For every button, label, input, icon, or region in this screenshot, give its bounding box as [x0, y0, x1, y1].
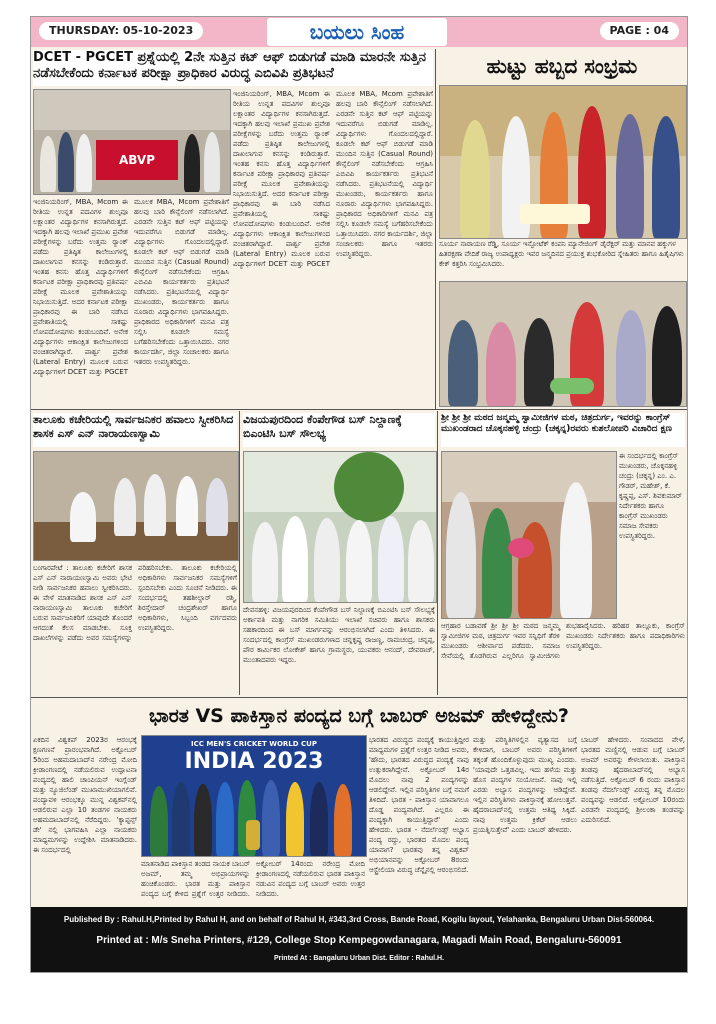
world-cup-captains-photo: [141, 735, 367, 857]
bus-headline: ವಿಜಯಪುರದಿಂದ ಕೆಂಪೇಗೌಡ ಬಸ್ ನಿಲ್ದಾಣಕ್ಕೆ ಬಿಎಂಟಿಸಿ ಬಸ್ ಸೌಲಭ್ಯ: [243, 413, 435, 447]
column-divider: [239, 411, 240, 695]
birthday-headline: ಹುಟ್ಟು ಹಬ್ಬದ ಸಂಭ್ರಮ: [486, 54, 638, 78]
swamiji-body: ಆಗ್ರಹಾರ ಬಡಾವಣೆ ಶ್ರೀ ಶ್ರೀ ಶ್ರೀ ಮಠದ ಜನ್ಮಮ್ಮ ಸ್ವಾಮೀಜಿಗಳ ಮಠ, ಚಿತ್ರದುರ್ಗ ಇವರ ಸನ್ನಿಧಿಗೆ ತೆರಳಿ ಮುಖಂಡರು ಆಶೀರ್ವಾದ ಪಡೆದರು. ಸಮಾಜ ಸೇವೆಯಲ್ಲಿ ತೊಡಗಿರುವ ಎಲ್ಲರಿಗೂ ಸ್ವಾಮೀಜಿಗಳು ಶುಭಹಾರೈಸಿದರು. ಹರಿಹರ ತಾಲ್ಲೂಕು, ಕಾಂಗ್ರೆಸ್ ಮುಖಂಡರು ನಿರ್ದೇಶಕರು ಹಾಗೂ ಪದಾಧಿಕಾರಿಗಳು ಉಪಸ್ಥಿತರಿದ್ದರು.: [441, 622, 685, 660]
abvp-banner: ABVP: [96, 140, 178, 180]
birthday-group-photo: [439, 85, 687, 239]
column-divider: [435, 49, 436, 409]
section-divider: [31, 409, 687, 410]
issue-date: THURSDAY: 05-10-2023: [39, 22, 203, 40]
newspaper-page: [30, 16, 688, 973]
swamiji-visit-photo: [441, 451, 617, 619]
birthday-cake-photo: [439, 281, 687, 407]
mla-office-photo: [33, 451, 239, 561]
imprint-footer: [31, 907, 687, 972]
cricket-col4: ಬಾಬರ್ ಹೇಳಿದರು. ಸಂವಾದದ ವೇಳೆ, ಭಾರತದ ಮಣ್ಣಿನಲ್ಲಿ ಆಡುವ ಬಗ್ಗೆ ಬಾಬರ್ ಅಜಮ್ ಅವರನ್ನು ಕೇಳಲಾಯಿತು. ಪಾಕಿಸ್ತಾನ ತಂಡವು ಹೈದರಾಬಾದ್‌ನಲ್ಲಿ ಅಭ್ಯಾಸ ನಡೆಸುತ್ತಿದೆ. ಅಕ್ಟೋಬರ್ 6 ರಂದು ಪಾಕಿಸ್ತಾನ ತಂಡವು ನೆದರ್ಲೆಂಡ್ಸ್ ವಿರುದ್ಧ ತನ್ನ ಮೊದಲ ಪಂದ್ಯವನ್ನು ಆಡಲಿದೆ. ಅಕ್ಟೋಬರ್ 10ರಂದು ಎರಡನೇ ಪಂದ್ಯದಲ್ಲಿ ಶ್ರೀಲಂಕಾ ತಂಡವನ್ನು ಎದುರಿಸಲಿದೆ.: [581, 736, 685, 824]
newspaper-title: ಬಯಲು ಸಿಂಹ: [267, 18, 447, 46]
bus-body: ದೇವನಹಳ್ಳಿ: ವಿಜಯಪುರದಿಂದ ಕೆಂಪೇಗೌಡ ಬಸ್ ನಿಲ್ದಾಣಕ್ಕೆ ಬಿಎಂಟಿಸಿ ಬಸ್ ಸೌಲಭ್ಯಕ್ಕೆ ಅರ್ಕಾವತಿ ಮತ್ತು ನಾಗರಿಕ ಸಮಿತಿಯು ಇಲಾಖೆ ಸಚಿವರು ಹಾಗೂ ಶಾಸಕರು ಸಹಕಾರದಿಂದ ಈ ಬಸ್ ಮಾರ್ಗವನ್ನು ಆರಂಭಿಸಲಾಗಿದೆ ಎಂದು ತಿಳಿಸಿದರು. ಈ ಸಂದರ್ಭದಲ್ಲಿ ಕಾಂಗ್ರೆಸ್ ಮುಖಂಡರುಗಳಾದ ಚನ್ನಕೃಷ್ಣ ರಾಜಣ್ಣ, ರಾಮಚಂದ್ರ, ಚನ್ನಪ್ಪ, ಪೌರ ಕಾರ್ಮಿಕರ ಲೋಕೇಶ್ ಹಾಗೂ ಗ್ರಾಮಸ್ಥರು, ಯುವಕರು ಆನಂದ್, ದೇವರಾಜ್, ಮುಂತಾದವರು ಇದ್ದರು.: [243, 606, 435, 664]
imprint-publisher: Published By : Rahul.H,Printed by Rahul H, and on behalf of Rahul H, #343,3rd Cross, Bande Road, Kogilu layout, Yelahanka, Bengaluru Urban Dist-560064.: [63, 915, 655, 924]
taluk-headline: ತಾಲೂಕು ಕಚೇರಿಯಲ್ಲಿ ಸಾರ್ವಜನಿಕರ ಹವಾಲು ಸ್ವೀಕರಿಸಿದ ಶಾಸಕ ಎಸ್ ಎನ್ ನಾರಾಯಣಸ್ವಾಮಿ: [33, 413, 237, 447]
birthday-caption: ಸೂರ್ಯ ನಾರಾಯಣ ರೆಡ್ಡಿ, ಸೂರ್ಯ ಇನ್ಫೋಟೆಕ್ ಕಂಪನಿ ಮ್ಯಾನೇಜಿಂಗ್ ಡೈರೆಕ್ಟರ್ ಮತ್ತು ಮಾನವ ಹಕ್ಕುಗಳ ಹಿತರಕ್ಷಣಾ ವೇದಿಕೆ ರಾಜ್ಯ ಉಪಾಧ್ಯಕ್ಷರು ಇವರ ಜನ್ಮದಿನದ ಪ್ರಯುಕ್ತ ಶುಭಕೋರಿದ ಸ್ನೇಹಿತರು ಹಾಗೂ ಹಿತೈಷಿಗಳು ಕೇಕ್ ಕತ್ತರಿಸಿ ಸಂಭ್ರಮಿಸಿದರು.: [439, 240, 684, 268]
dcet-body-part2: ಇಂಜಿನಿಯರಿಂಗ್, MBA, Mcom ಈ ರೀತಿಯ ಉನ್ನತ ಪದವಿಗಳ ಶುಲ್ಕವೂ ಲಕ್ಷಾಂತರ ವಿದ್ಯಾರ್ಥಿಗಳ ಕನಸಾಗಿರುತ್ತದೆ. ಇದಕ್ಕಾಗಿ ಹಲವು ಇಲಾಖೆ ಪ್ರಮುಖ ಪ್ರವೇಶ ಪರೀಕ್ಷೆಗಳನ್ನು ಬರೆದು ಉತ್ತಮ ರ‍್ಯಾಂಕ್ ಪಡೆದು ಪ್ರತಿಷ್ಠಿತ ಕಾಲೇಜುಗಳಲ್ಲಿ ದಾಖಲಾಗುವ ಕನಸನ್ನು ಕಂಡಿರುತ್ತಾರೆ. ಇಂತಹ ಕನಸು ಹೊತ್ತ ವಿದ್ಯಾರ್ಥಿಗಳಿಗೆ ಕರ್ನಾಟಕ ಪರೀಕ್ಷಾ ಪ್ರಾಧಿಕಾರವು ಪ್ರತಿವರ್ಷ ಪರೀಕ್ಷೆ ಮೂಲಕ ಪ್ರವೇಶಾತಿಯನ್ನು ನಿಭಾಯಿಸುತ್ತಿದೆ. ಅದರ ಕರ್ನಾಟಕ ಪರೀಕ್ಷಾ ಪ್ರಾಧಿಕಾರವು ಈ ಬಾರಿ ನಡೆಸಿದ ಪ್ರವೇಶಾತಿಯಲ್ಲಿ ಸಾಕಷ್ಟು ಲೋಪದೋಷಗಳು ಕಂಡುಬಂದಿವೆ. ಅನೇಕ ವಿದ್ಯಾರ್ಥಿಗಳು ಆಕಾಂಕ್ಷಿತ ಕಾಲೇಜುಗಳಿಂದ ವಂಚಿತರಾಗಿದ್ದಾರೆ. ಪಾರ್ಶ್ವ ಪ್ರವೇಶ (Lateral Entry) ಮೂಲಕ ಬರುವ ವಿದ್ಯಾರ್ಥಿಗಳಿಗೆ DCET ಮತ್ತು PGCET ಮೂಲಕ MBA, Mcom ಪ್ರವೇಶಾತಿಗೆ ಹಲವು ಬಾರಿ ಕೌನ್ಸೆಲಿಂಗ್ ನಡೆಸಲಾಗಿದೆ. ಎರಡನೇ ಸುತ್ತಿನ ಕಟ್ ಆಫ್ ಪಟ್ಟಿಯನ್ನು ಇದುವರೆಗೂ ಬಿಡುಗಡೆ ಮಾಡಿಲ್ಲ. ವಿದ್ಯಾರ್ಥಿಗಳು ಗೊಂದಲದಲ್ಲಿದ್ದಾರೆ. ಕೂಡಲೇ ಕಟ್ ಆಫ್ ಬಿಡುಗಡೆ ಮಾಡಿ ಮುಂದಿನ ಸುತ್ತಿನ (Casual Round) ಕೌನ್ಸೆಲಿಂಗ್ ನಡೆಸಬೇಕೆಂದು ಆಗ್ರಹಿಸಿ ಎಬಿವಿಪಿ ಕಾರ್ಯಕರ್ತರು ಪ್ರತಿಭಟನೆ ನಡೆಸಿದರು. ಪ್ರತಿಭಟನೆಯಲ್ಲಿ ವಿದ್ಯಾರ್ಥಿ ಮುಖಂಡರು, ಕಾರ್ಯಕರ್ತರು ಹಾಗೂ ನೂರಾರು ವಿದ್ಯಾರ್ಥಿಗಳು ಭಾಗವಹಿಸಿದ್ದರು. ಪ್ರಾಧಿಕಾರದ ಅಧಿಕಾರಿಗಳಿಗೆ ಮನವಿ ಪತ್ರ ಸಲ್ಲಿಸಿ ಕೂಡಲೇ ಸಮಸ್ಯೆ ಬಗೆಹರಿಸಬೇಕೆಂದು ಒತ್ತಾಯಿಸಿದರು. ನಗರ ಕಾರ್ಯದರ್ಶಿ, ಜಿಲ್ಲಾ ಸಂಚಾಲಕರು ಹಾಗೂ ಇತರರು ಉಪಸ್ಥಿತರಿದ್ದರು.: [233, 90, 433, 268]
imprint-editor: Printed At : Bangaluru Urban Dist. Editor : Rahul.H.: [273, 955, 445, 962]
imprint-printer: Printed at : M/s Sneha Printers, #129, College Stop Kempegowdanagara, Magadi Main Road, Bengaluru-560091: [96, 935, 622, 946]
section-divider: [31, 697, 687, 698]
world-cup-title: INDIA 2023: [184, 749, 324, 774]
taluk-body: ಬಂಗಾರಪೇಟೆ : ತಾಲೂಕು ಕಚೇರಿಗೆ ಶಾಸಕ ಎಸ್ ಎನ್ ನಾರಾಯಣಸ್ವಾಮಿ ಅವರು ಭೇಟಿ ನೀಡಿ ಸಾರ್ವಜನಿಕರ ಹವಾಲು ಸ್ವೀಕರಿಸಿದರು. ಈ ವೇಳೆ ಮಾತನಾಡಿದ ಶಾಸಕ ಎಸ್ ಎನ್ ನಾರಾಯಣಸ್ವಾಮಿ ತಾಲೂಕು ಕಚೇರಿಗೆ ಬರುವ ಸಾರ್ವಜನಿಕರಿಗೆ ಯಾವುದೇ ತೊಂದರೆ ಆಗದಂತೆ ಕೆಲಸ ಮಾಡಬೇಕು. ಸೂಕ್ತ ದಾಖಲೆಗಳನ್ನು ಪಡೆದು ಅವರ ಸಮಸ್ಯೆಗಳನ್ನು ಪರಿಹರಿಸಬೇಕು. ತಾಲೂಕು ಕಚೇರಿಯಲ್ಲಿ ಅಧಿಕಾರಿಗಳು ಸಾರ್ವಜನಿಕರ ಸಮಸ್ಯೆಗಳಿಗೆ ಸ್ಪಂದಿಸಬೇಕು ಎಂದು ಸೂಚನೆ ನೀಡಿದರು. ಈ ಸಂದರ್ಭದಲ್ಲಿ ತಹಶೀಲ್ದಾರ್ ರಶ್ಮಿ, ಶಿರಸ್ತೇದಾರ್ ಚಂದ್ರಶೇಖರ್ ಹಾಗೂ ಅಧಿಕಾರಿಗಳು, ಸಿಬ್ಬಂದಿ ವರ್ಗದವರು ಉಪಸ್ಥಿತರಿದ್ದರು.: [33, 564, 237, 642]
cricket-col3: ಮತ್ತು ಪರಿಸ್ಥಿತಿಗಳಲ್ಲಿನ ವ್ಯತ್ಯಾಸದ ಬಗ್ಗೆ ಕೇಳಿದಾಗ, ಬಾಬರ್ ಅವರು ಪರಿಸ್ಥಿತಿಗಳಿಗೆ ತಕ್ಕಂತೆ ಹೊಂದಿಕೊಳ್ಳುವುದು ಮುಖ್ಯ ಎಂದರು. 'ಯಾವುದೇ ಒತ್ತಡವಿಲ್ಲ. ಇದು ಹಳೆಯ ಮತ್ತು ಹೊಸ ಪಂದ್ಯಗಳ ಸಂಯೋಜನೆ. ನಾವು ಇಲ್ಲಿ ಎರಡು ಅಭ್ಯಾಸ ಪಂದ್ಯಗಳನ್ನು ಆಡಿದ್ದೇವೆ. ಇಲ್ಲಿನ ಪರಿಸ್ಥಿತಿಗಳು ಪಾಕಿಸ್ತಾನಕ್ಕೆ ಹೋಲುತ್ತವೆ. ಹೈದರಾಬಾದ್‌ನಲ್ಲಿ ಉತ್ತಮ ಆತಿಥ್ಯ ಸಿಕ್ಕಿದೆ. ನಾವು ಉತ್ತಮ ಕ್ರಿಕೆಟ್ ಆಡಲು ಪ್ರಯತ್ನಿಸುತ್ತೇವೆ' ಎಂದು ಬಾಬರ್ ಹೇಳಿದರು.: [473, 736, 577, 834]
swamiji-headline: ಶ್ರೀ ಶ್ರೀ ಶ್ರೀ ಮಠದ ಜನ್ಮಮ್ಮ ಸ್ವಾಮೀಜಿಗಳ ಮಠ, ಚಿತ್ರದುರ್ಗ, ಇವರನ್ನು ಕಾಂಗ್ರೆಸ್ ಮುಖಂಡರಾದ ಚೊಕ್ಕನಹಳ್ಳಿ ಚಂದ್ರು (ಚಕ್ಕನ್ನ)ರವರು ಕುಶಲೋಪರಿ ವಿಚಾರಿದ ಕ್ಷಣ: [441, 413, 685, 447]
bus-launch-photo: [243, 451, 437, 603]
cricket-photo-caption: ಮಾತನಾಡಿದ ಪಾಕಿಸ್ತಾನ ತಂಡದ ನಾಯಕ ಬಾಬರ್ ಅಜಮ್, ತಮ್ಮ ಅಭಿಪ್ರಾಯಗಳನ್ನು ಹಂಚಿಕೊಂಡರು. ಭಾರತ ಮತ್ತು ಪಾಕಿಸ್ತಾನ ಪಂದ್ಯದ ಬಗ್ಗೆ ಕೇಳಿದ ಪ್ರಶ್ನೆಗೆ ಉತ್ತರ ನೀಡಿದರು. ಅಕ್ಟೋಬರ್ 14ರಂದು ನರೇಂದ್ರ ಮೋದಿ ಕ್ರೀಡಾಂಗಣದಲ್ಲಿ ನಡೆಯಲಿರುವ ಭಾರತ ಪಾಕಿಸ್ತಾನ ನಡುವಿನ ಪಂದ್ಯದ ಬಗ್ಗೆ ಬಾಬರ್ ಅವರು ಉತ್ತರ ನೀಡಿದರು.: [141, 860, 365, 898]
cricket-headline: ಭಾರತ VS ಪಾಕಿಸ್ತಾನ ಪಂದ್ಯದ ಬಗ್ಗೆ ಬಾಬರ್ ಅಜಮ್ ಹೇಳಿದ್ದೇನು?: [149, 705, 569, 727]
world-cup-banner: ICC MEN'S CRICKET WORLD CUP: [191, 740, 317, 748]
cricket-col1: ಏಕದಿನ ವಿಶ್ವಕಪ್ 2023ರ ಆರಂಭಕ್ಕೆ ಕ್ಷಣಗಣನೆ ಪ್ರಾರಂಭವಾಗಿದೆ. ಅಕ್ಟೋಬರ್ 5ರಿಂದ ಅಹಮದಾಬಾದ್‌ನ ನರೇಂದ್ರ ಮೋದಿ ಕ್ರೀಡಾಂಗಣದಲ್ಲಿ ನಡೆಯಲಿರುವ ಉದ್ಘಾಟನಾ ಪಂದ್ಯದಲ್ಲಿ ಹಾಲಿ ಚಾಂಪಿಯನ್ ಇಂಗ್ಲೆಂಡ್ ಮತ್ತು ನ್ಯೂಜಿಲೆಂಡ್ ಮುಖಾಮುಖಿಯಾಗಲಿವೆ. ಪಂದ್ಯಾವಳಿ ಆರಂಭಕ್ಕೂ ಮುನ್ನ ವಿಶ್ವಕಪ್‌ನಲ್ಲಿ ಆಡಲಿರುವ ಎಲ್ಲಾ 10 ತಂಡಗಳ ನಾಯಕರು ಅಹಮದಾಬಾದ್‌ನಲ್ಲಿ ನೆರೆದಿದ್ದರು. 'ಕ್ಯಾಪ್ಟನ್ಸ್ ಡೇ' ನಲ್ಲಿ ಭಾಗವಹಿಸಿ ಎಲ್ಲಾ ನಾಯಕರು ಮಾಧ್ಯಮಗಳನ್ನು ಉದ್ದೇಶಿಸಿ ಮಾತನಾಡಿದರು. ಈ ಸಂದರ್ಭದಲ್ಲಿ: [33, 736, 137, 854]
dcet-body-part1: ಇಂಜಿನಿಯರಿಂಗ್, MBA, Mcom ಈ ರೀತಿಯ ಉನ್ನತ ಪದವಿಗಳ ಶುಲ್ಕವೂ ಲಕ್ಷಾಂತರ ವಿದ್ಯಾರ್ಥಿಗಳ ಕನಸಾಗಿರುತ್ತದೆ. ಇದಕ್ಕಾಗಿ ಹಲವು ಇಲಾಖೆ ಪ್ರಮುಖ ಪ್ರವೇಶ ಪರೀಕ್ಷೆಗಳನ್ನು ಬರೆದು ಉತ್ತಮ ರ‍್ಯಾಂಕ್ ಪಡೆದು ಪ್ರತಿಷ್ಠಿತ ಕಾಲೇಜುಗಳಲ್ಲಿ ದಾಖಲಾಗುವ ಕನಸನ್ನು ಕಂಡಿರುತ್ತಾರೆ. ಇಂತಹ ಕನಸು ಹೊತ್ತ ವಿದ್ಯಾರ್ಥಿಗಳಿಗೆ ಕರ್ನಾಟಕ ಪರೀಕ್ಷಾ ಪ್ರಾಧಿಕಾರವು ಪ್ರತಿವರ್ಷ ಪರೀಕ್ಷೆ ಮೂಲಕ ಪ್ರವೇಶಾತಿಯನ್ನು ನಿಭಾಯಿಸುತ್ತಿದೆ. ಅದರ ಕರ್ನಾಟಕ ಪರೀಕ್ಷಾ ಪ್ರಾಧಿಕಾರವು ಈ ಬಾರಿ ನಡೆಸಿದ ಪ್ರವೇಶಾತಿಯಲ್ಲಿ ಸಾಕಷ್ಟು ಲೋಪದೋಷಗಳು ಕಂಡುಬಂದಿವೆ. ಅನೇಕ ವಿದ್ಯಾರ್ಥಿಗಳು ಆಕಾಂಕ್ಷಿತ ಕಾಲೇಜುಗಳಿಂದ ವಂಚಿತರಾಗಿದ್ದಾರೆ. ಪಾರ್ಶ್ವ ಪ್ರವೇಶ (Lateral Entry) ಮೂಲಕ ಬರುವ ವಿದ್ಯಾರ್ಥಿಗಳಿಗೆ DCET ಮತ್ತು PGCET ಮೂಲಕ MBA, Mcom ಪ್ರವೇಶಾತಿಗೆ ಹಲವು ಬಾರಿ ಕೌನ್ಸೆಲಿಂಗ್ ನಡೆಸಲಾಗಿದೆ. ಎರಡನೇ ಸುತ್ತಿನ ಕಟ್ ಆಫ್ ಪಟ್ಟಿಯನ್ನು ಇದುವರೆಗೂ ಬಿಡುಗಡೆ ಮಾಡಿಲ್ಲ. ವಿದ್ಯಾರ್ಥಿಗಳು ಗೊಂದಲದಲ್ಲಿದ್ದಾರೆ. ಕೂಡಲೇ ಕಟ್ ಆಫ್ ಬಿಡುಗಡೆ ಮಾಡಿ ಮುಂದಿನ ಸುತ್ತಿನ (Casual Round) ಕೌನ್ಸೆಲಿಂಗ್ ನಡೆಸಬೇಕೆಂದು ಆಗ್ರಹಿಸಿ ಎಬಿವಿಪಿ ಕಾರ್ಯಕರ್ತರು ಪ್ರತಿಭಟನೆ ನಡೆಸಿದರು. ಪ್ರತಿಭಟನೆಯಲ್ಲಿ ವಿದ್ಯಾರ್ಥಿ ಮುಖಂಡರು, ಕಾರ್ಯಕರ್ತರು ಹಾಗೂ ನೂರಾರು ವಿದ್ಯಾರ್ಥಿಗಳು ಭಾಗವಹಿಸಿದ್ದರು. ಪ್ರಾಧಿಕಾರದ ಅಧಿಕಾರಿಗಳಿಗೆ ಮನವಿ ಪತ್ರ ಸಲ್ಲಿಸಿ ಕೂಡಲೇ ಸಮಸ್ಯೆ ಬಗೆಹರಿಸಬೇಕೆಂದು ಒತ್ತಾಯಿಸಿದರು. ನಗರ ಕಾರ್ಯದರ್ಶಿ, ಜಿಲ್ಲಾ ಸಂಚಾಲಕರು ಹಾಗೂ ಇತರರು ಉಪಸ್ಥಿತರಿದ್ದರು.: [33, 198, 229, 376]
abvp-protest-photo: [33, 89, 231, 195]
page-number: PAGE : 04: [600, 22, 679, 40]
dcet-headline: DCET - PGCET ಪ್ರಶ್ನೆಯಲ್ಲಿ 2ನೇ ಸುತ್ತಿನ ಕಟ್ ಆಫ್ ಬಿಡುಗಡೆ ಮಾಡಿ ಮಾರನೇ ಸುತ್ತಿನ ನಡೆಸಬೇಕೆಂದು ಕರ್ನಾಟಕ ಪರೀಕ್ಷಾ ಪ್ರಾಧಿಕಾರ ವಿರುದ್ಧ ಎಬಿವಿಪಿ ಪ್ರತಿಭಟನೆ: [33, 50, 433, 86]
masthead: [31, 17, 687, 47]
column-divider: [437, 411, 438, 695]
swamiji-side-caption: ಈ ಸಂದರ್ಭದಲ್ಲಿ ಕಾಂಗ್ರೆಸ್ ಮುಖಂಡರು, ಚೊಕ್ಕನಹಳ್ಳಿ ಚಂದ್ರು (ಚಕ್ಕನ್ನ) ಎಂ. ಎ. ಗೌಡರ್, ಮಹೇಶ್, ಕೆ. ಕೃಷ್ಣಪ್ಪ, ಎಸ್. ಶಿವಕುಮಾರ್ ನಿರ್ದೇಶಕರು ಹಾಗೂ ಕಾಂಗ್ರೆಸ್ ಮುಖಂಡರು ಸಮಾಜ ಸೇವಕರು ಉಪಸ್ಥಿತರಿದ್ದರು.: [619, 452, 682, 540]
cricket-col2: ಭಾರತದ ವಿರುದ್ಧದ ಪಂದ್ಯಕ್ಕೆ ಕಾಯುತ್ತಿದ್ದೀರ ಮಾಧ್ಯಮಗಳ ಪ್ರಶ್ನೆಗೆ ಉತ್ತರ ನೀಡಿದ ಅವರು, 'ಹೌದು, ಭಾರತದ ವಿರುದ್ಧದ ಪಂದ್ಯಕ್ಕೆ ನಾವು ಉತ್ಸುಕರಾಗಿದ್ದೇವೆ. ಅಕ್ಟೋಬರ್ 14ರ ಮೊದಲು ನಾವು 2 ಪಂದ್ಯಗಳನ್ನು ಆಡಲಿದ್ದೇವೆ. ಇಲ್ಲಿನ ಪರಿಸ್ಥಿತಿಗಳ ಬಗ್ಗೆ ನಮಗೆ ತಿಳಿದಿದೆ. ಭಾರತ - ಪಾಕಿಸ್ತಾನ ಯಾವಾಗಲೂ ದೊಡ್ಡ ಪಂದ್ಯವಾಗಿದೆ. ಎಲ್ಲರೂ ಈ ಪಂದ್ಯಕ್ಕಾಗಿ ಕಾಯುತ್ತಿದ್ದಾರೆ' ಎಂದು ಹೇಳಿದರು. ಭಾರತ - ನೆದರ್ಲೆಂಡ್ಸ್ ಅಭ್ಯಾಸ ಪಂದ್ಯ ರದ್ದು, ಭಾರತದ ಮೊದಲ ಪಂದ್ಯ ಯಾವಾಗ? ಭಾರತವು ತನ್ನ ವಿಶ್ವಕಪ್ ಅಭಿಯಾನವನ್ನು ಅಕ್ಟೋಬರ್ 8ರಂದು ಆಸ್ಟ್ರೇಲಿಯಾ ವಿರುದ್ಧ ಚೆನ್ನೈನಲ್ಲಿ ಆರಂಭಿಸಲಿದೆ.: [369, 736, 469, 874]
